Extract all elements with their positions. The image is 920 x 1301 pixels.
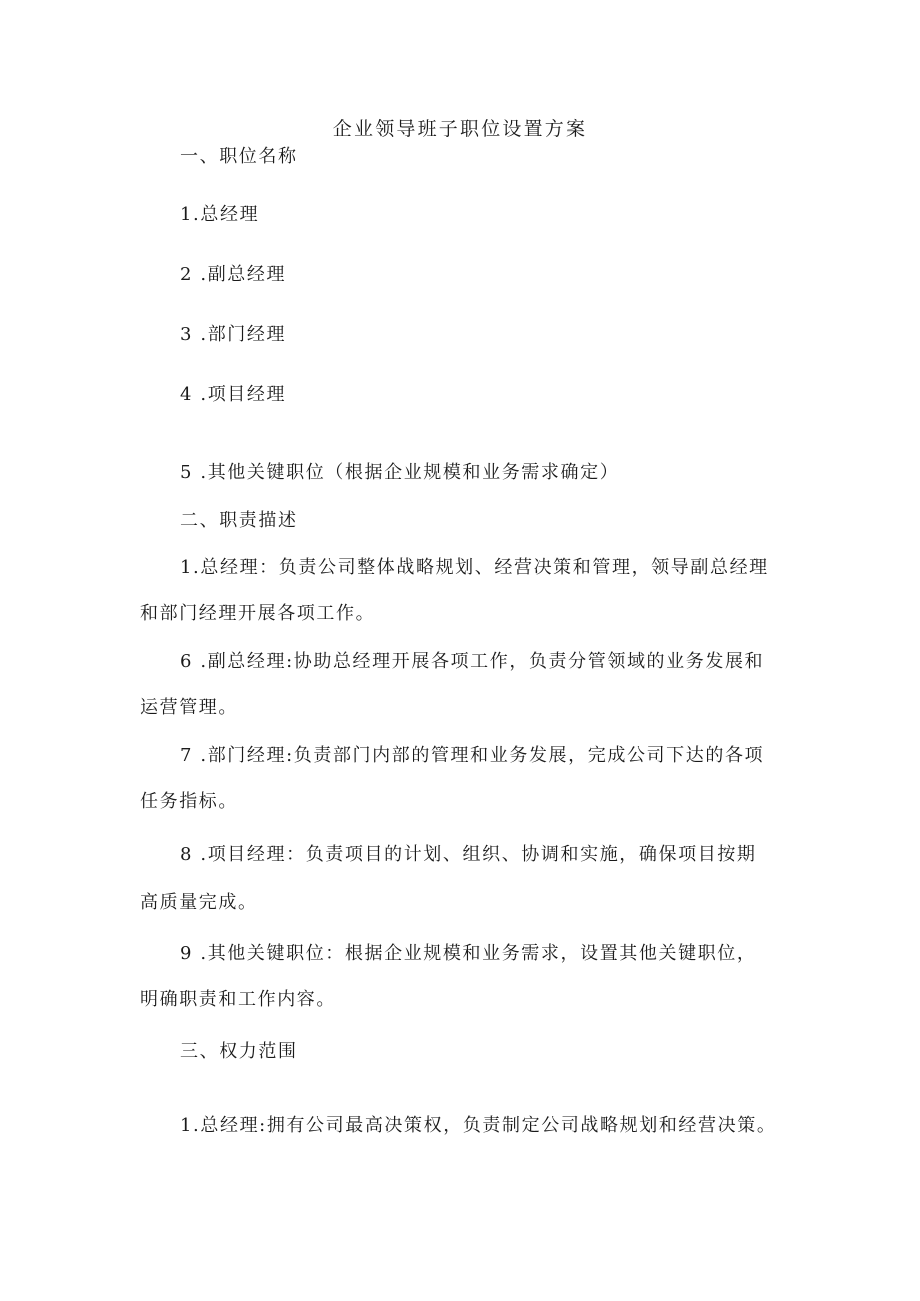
position-item-1: 1.总经理 (180, 204, 260, 225)
document-title: 企业领导班子职位设置方案 (332, 118, 588, 140)
duty-item-5-line1: 9 .其他关键职位：根据企业规模和业务需求，设置其他关键职位， (180, 943, 757, 964)
position-item-3: 3 .部门经理 (180, 324, 287, 345)
authority-item-1: 1.总经理:拥有公司最高决策权，负责制定公司战略规划和经营决策。 (180, 1115, 777, 1136)
duty-item-3-line1: 7 .部门经理:负责部门内部的管理和业务发展，完成公司下达的各项 (180, 745, 765, 766)
duty-item-2-line2: 运营管理。 (140, 697, 238, 718)
duty-item-2-line1: 6 .副总经理:协助总经理开展各项工作，负责分管领域的业务发展和 (180, 651, 765, 672)
section-heading-position-names: 一、职位名称 (180, 146, 298, 167)
position-item-5: 5 .其他关键职位（根据企业规模和业务需求确定） (180, 462, 620, 483)
duty-item-4-line1: 8 .项目经理：负责项目的计划、组织、协调和实施，确保项目按期 (180, 844, 757, 865)
section-heading-authority: 三、权力范围 (180, 1041, 298, 1062)
duty-item-1-line1: 1.总经理：负责公司整体战略规划、经营决策和管理，领导副总经理 (180, 557, 769, 578)
position-item-2: 2 .副总经理 (180, 264, 287, 285)
duty-item-3-line2: 任务指标。 (140, 791, 238, 812)
duty-item-5-line2: 明确职责和工作内容。 (140, 989, 336, 1010)
section-heading-duties: 二、职责描述 (180, 510, 298, 531)
duty-item-4-line2: 高质量完成。 (140, 892, 258, 913)
duty-item-1-line2: 和部门经理开展各项工作。 (140, 603, 376, 624)
position-item-4: 4 .项目经理 (180, 384, 287, 405)
